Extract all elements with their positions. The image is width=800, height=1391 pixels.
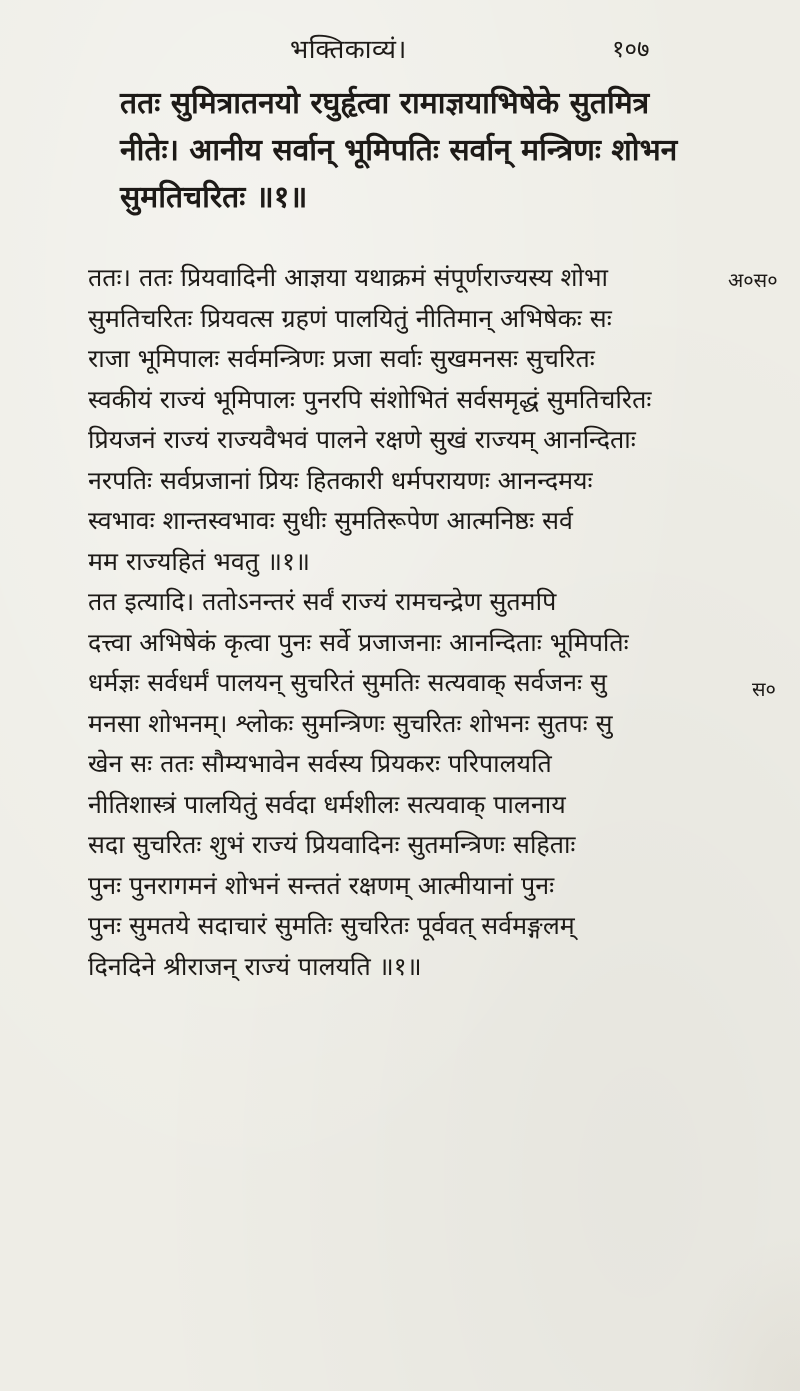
commentary-block — [88, 258, 698, 987]
commentary-line: नीतिशास्त्रं पालयितुं सर्वदा धर्मशीलः सत्यवाक् पालनाय — [88, 789, 566, 819]
commentary-line: राजा भूमिपालः सर्वमन्त्रिणः प्रजा सर्वाः सुखमनसः सुचरितः — [88, 344, 595, 373]
margin-note-first: अ०स० — [728, 268, 778, 292]
commentary-line: मनसा शोभनम्। श्लोकः सुमन्त्रिणः सुचरितः शोभनः सुतपः सु — [88, 708, 613, 738]
commentary-line: ततः। ततः प्रियवादिनी आज्ञया यथाक्रमं संपूर्णराज्यस्य शोभा — [88, 263, 609, 292]
margin-note-second: स० — [752, 677, 776, 701]
commentary-line: सुमतिचरितः प्रियवत्स ग्रहणं पालयितुं नीतिमान् अभिषेकः सः — [88, 303, 612, 333]
commentary-line: मम राज्यहितं भवतु ॥१॥ — [88, 546, 310, 576]
verse-line: ततः सुमित्रातनयो रघुर्हृत्वा रामाज्ञयाभिषेके सुतमित्र — [120, 86, 650, 121]
commentary-line: स्वकीयं राज्यं भूमिपालः पुनरपि संशोभितं सर्वसमृद्धं सुमतिचरितः — [88, 384, 652, 414]
verse-block — [120, 80, 720, 221]
verse-line: सुमतिचरितः ॥१॥ — [120, 180, 308, 215]
commentary-line: तत इत्यादि। ततोऽनन्तरं सर्वं राज्यं रामचन्द्रेण सुतमपि — [88, 587, 557, 616]
commentary-line: स्वभावः शान्तस्वभावः सुधीः सुमतिरूपेण आत्मनिष्ठः सर्व — [88, 506, 573, 535]
running-title: भक्तिकाव्यं। — [290, 35, 407, 65]
commentary-line: दिनदिने श्रीराजन् राज्यं पालयति ॥१॥ — [88, 951, 422, 981]
commentary-line: नरपतिः सर्वप्रजानां प्रियः हितकारी धर्मपरायणः आनन्दमयः — [88, 465, 593, 495]
commentary-line: दत्त्वा अभिषेकं कृत्वा पुनः सर्वे प्रजाजनाः आनन्दिताः भूमिपतिः — [88, 627, 629, 657]
commentary-line: सदा सुचरितः शुभं राज्यं प्रियवादिनः सुतमन्त्रिणः सहिताः — [88, 830, 576, 859]
commentary-line: धर्मज्ञः सर्वधर्मं पालयन् सुचरितं सुमतिः सत्यवाक् सर्वजनः सु — [88, 668, 607, 697]
commentary-line: पुनः सुमतये सदाचारं सुमतिः सुचरितः पूर्ववत् सर्वमङ्गलम् — [88, 911, 575, 940]
page-header — [0, 30, 800, 70]
paper-stain — [680, 1231, 800, 1391]
commentary-line: खेन सः ततः सौम्यभावेन सर्वस्य प्रियकरः परिपालयति — [88, 749, 552, 778]
page-number: १०७ — [612, 35, 650, 63]
commentary-line: पुनः पुनरागमनं शोभनं सन्ततं रक्षणम् आत्मीयानां पुनः — [88, 870, 555, 900]
verse-line: नीतेः। आनीय सर्वान् भूमिपतिः सर्वान् मन्त्रिणः शोभन — [120, 133, 678, 168]
commentary-line: प्रियजनं राज्यं राज्यवैभवं पालने रक्षणे सुखं राज्यम् आनन्दिताः — [88, 425, 636, 454]
